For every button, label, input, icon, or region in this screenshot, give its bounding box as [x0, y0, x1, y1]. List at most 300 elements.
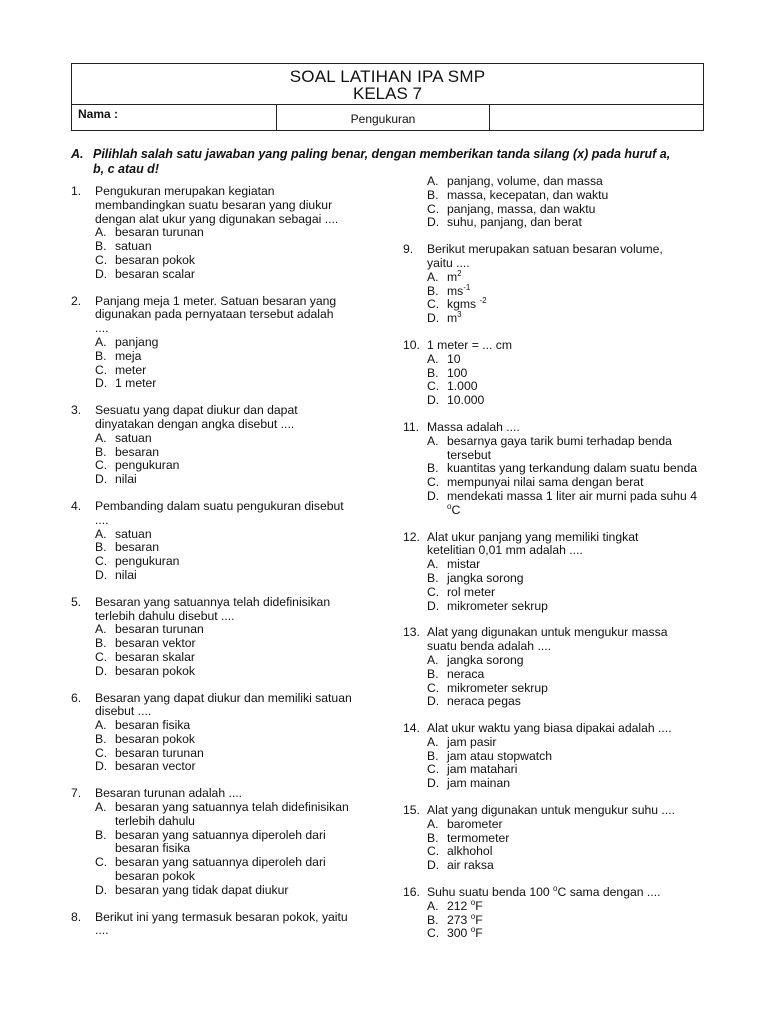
- option-text: [447, 654, 703, 668]
- answer-option[interactable]: [427, 736, 703, 750]
- answer-option[interactable]: [95, 747, 371, 761]
- answer-option[interactable]: [427, 600, 703, 614]
- options-list: [427, 558, 703, 613]
- option-text-main: kgms: [447, 297, 480, 312]
- name-label[interactable]: Nama :: [72, 105, 277, 131]
- options-list: [95, 528, 371, 583]
- question-body: [427, 531, 703, 614]
- superscript: o: [470, 897, 476, 907]
- option-text-unit: F: [475, 898, 483, 913]
- option-text-main: besaran pokok: [115, 663, 195, 678]
- question-text: [427, 531, 703, 559]
- answer-option[interactable]: [427, 572, 703, 586]
- answer-option[interactable]: [95, 473, 371, 487]
- question-line: ketelitian 0,01 mm adalah ....: [427, 543, 583, 558]
- question-item: [403, 804, 703, 873]
- answer-option[interactable]: [95, 350, 371, 364]
- question-line: Panjang meja 1 meter. Satuan besaran yang: [95, 293, 337, 308]
- option-letter: D.: [95, 472, 108, 487]
- answer-option[interactable]: [427, 203, 703, 217]
- question-number: 7.: [71, 786, 82, 801]
- option-text-main: air raksa: [447, 858, 494, 873]
- question-text: [427, 421, 703, 435]
- option-letter: A.: [95, 622, 107, 637]
- question-body: [427, 421, 703, 518]
- option-text-main: panjang, volume, dan massa: [447, 174, 603, 188]
- option-text-main: rol meter: [447, 584, 496, 599]
- option-text-main: besaran fisika: [115, 718, 191, 733]
- option-letter: A.: [95, 430, 107, 445]
- answer-option[interactable]: [95, 623, 371, 637]
- instruction-line-2: b, c atau d!: [93, 162, 159, 176]
- answer-option[interactable]: [95, 336, 371, 350]
- answer-option[interactable]: [95, 268, 371, 282]
- answer-option[interactable]: [95, 569, 371, 583]
- option-letter: D.: [427, 311, 440, 326]
- option-text-main: m: [447, 311, 458, 326]
- question-8-options: [403, 175, 703, 230]
- question-number: 9.: [403, 242, 414, 257]
- question-body: [95, 692, 371, 775]
- option-letter: A.: [427, 652, 439, 667]
- option-text: [115, 569, 371, 583]
- option-letter: A.: [95, 225, 107, 240]
- question-number: 6.: [71, 690, 82, 705]
- option-text: [115, 555, 371, 569]
- options-list: [95, 623, 371, 678]
- question-item: [71, 404, 371, 487]
- option-text: [447, 818, 703, 832]
- option-text-main: 1.000: [447, 379, 478, 394]
- options-list: [427, 897, 703, 941]
- question-line: Pembanding dalam suatu pengukuran disebut: [95, 498, 344, 513]
- question-text: [95, 692, 371, 720]
- answer-option[interactable]: [427, 435, 703, 463]
- question-text: [95, 500, 371, 528]
- option-text: [447, 462, 703, 476]
- option-text-main: 300: [447, 926, 471, 941]
- option-letter: A.: [95, 334, 107, 349]
- option-text: [115, 760, 371, 774]
- option-text: [115, 829, 371, 857]
- answer-option[interactable]: [95, 432, 371, 446]
- option-text: [115, 528, 371, 542]
- instruction: [71, 147, 711, 177]
- option-text-main: jam pasir: [447, 734, 497, 749]
- answer-option[interactable]: [427, 312, 703, 326]
- question-text: [95, 185, 371, 226]
- answer-option[interactable]: [95, 459, 371, 473]
- option-letter: B.: [427, 748, 439, 763]
- question-line: Besaran turunan adalah ....: [95, 786, 243, 801]
- option-text-main: besaran yang tidak dapat diukur: [115, 882, 289, 897]
- option-text: [447, 777, 703, 791]
- superscript: -1: [463, 282, 471, 292]
- option-text: [115, 801, 371, 829]
- answer-option[interactable]: [95, 856, 371, 884]
- question-body: [427, 339, 703, 408]
- option-letter: B.: [95, 540, 107, 555]
- option-text-main: mendekati massa 1 liter air murni pada suhu 4: [447, 488, 697, 503]
- option-text-main: besarnya gaya tarik bumi terhadap benda tersebut: [447, 433, 672, 462]
- answer-option[interactable]: [427, 175, 703, 189]
- option-text-main: 10.000: [447, 393, 485, 408]
- option-text: [447, 312, 703, 326]
- option-text-unit: C: [451, 502, 461, 517]
- answer-option[interactable]: [95, 555, 371, 569]
- option-text: [447, 586, 703, 600]
- answer-option[interactable]: [95, 240, 371, 254]
- answer-option[interactable]: [95, 637, 371, 651]
- answer-option[interactable]: [95, 719, 371, 733]
- option-text-main: massa, kecepatan, dan waktu: [447, 187, 609, 202]
- question-item: [403, 722, 703, 791]
- answer-option[interactable]: [95, 254, 371, 268]
- option-letter: D.: [427, 694, 440, 709]
- superscript: 2: [457, 268, 462, 278]
- superscript: o: [553, 884, 558, 894]
- option-letter: D.: [95, 567, 108, 582]
- option-text: [447, 189, 703, 203]
- answer-option[interactable]: [427, 763, 703, 777]
- question-item: [71, 692, 371, 775]
- option-text: [447, 763, 703, 777]
- question-text: [427, 804, 703, 818]
- option-text-main: mikrometer sekrup: [447, 680, 548, 695]
- question-body: [427, 243, 703, 326]
- option-letter: A.: [427, 898, 439, 913]
- question-number: 5.: [71, 594, 82, 609]
- answer-option[interactable]: [427, 298, 703, 312]
- option-text: [115, 268, 371, 282]
- question-number: 2.: [71, 293, 82, 308]
- option-text: [115, 719, 371, 733]
- question-line: dinyatakan dengan angka disebut ....: [95, 416, 295, 431]
- question-item: [71, 185, 371, 282]
- answer-option[interactable]: [427, 353, 703, 367]
- answer-option[interactable]: [95, 377, 371, 391]
- option-letter: C.: [427, 680, 440, 695]
- option-text: [115, 473, 371, 487]
- options-list: [95, 336, 371, 391]
- question-number: 16.: [403, 885, 420, 900]
- options-list: [427, 736, 703, 791]
- option-text-unit: F: [475, 926, 483, 941]
- option-text-main: alkhohol: [447, 844, 493, 859]
- option-text-main: kuantitas yang terkandung dalam suatu benda: [447, 461, 698, 476]
- option-text-main: panjang: [115, 334, 159, 349]
- answer-option[interactable]: [427, 367, 703, 381]
- option-text: [115, 226, 371, 240]
- question-number: 13.: [403, 625, 420, 640]
- answer-option[interactable]: [427, 654, 703, 668]
- answer-option[interactable]: [95, 528, 371, 542]
- option-letter: A.: [427, 816, 439, 831]
- question-number: 11.: [403, 419, 420, 434]
- option-letter: A.: [95, 526, 107, 541]
- answer-option[interactable]: [427, 586, 703, 600]
- option-letter: D.: [95, 266, 108, 281]
- option-letter: A.: [427, 174, 439, 188]
- option-text-main: besaran pokok: [115, 252, 195, 267]
- option-letter: D.: [427, 598, 440, 613]
- option-text-main: jam mainan: [447, 776, 510, 791]
- option-text-main: m: [447, 269, 458, 284]
- topic-label: Pengukuran: [277, 105, 490, 131]
- question-text: [95, 404, 371, 432]
- option-text: [447, 298, 703, 312]
- answer-option[interactable]: [427, 216, 703, 230]
- question-text: [427, 626, 703, 654]
- option-letter: A.: [427, 557, 439, 572]
- option-text-main: satuan: [115, 430, 152, 445]
- answer-option[interactable]: [427, 818, 703, 832]
- option-letter: A.: [427, 734, 439, 749]
- question-line: 1 meter = ... cm: [427, 337, 512, 352]
- question-body: [95, 500, 371, 583]
- option-letter: B.: [95, 348, 107, 363]
- option-letter: B.: [427, 830, 439, 845]
- question-line: ....: [95, 321, 109, 336]
- option-text-main: 212: [447, 898, 471, 913]
- question-text-part: Suhu suatu benda 100: [427, 885, 554, 900]
- option-text: [115, 747, 371, 761]
- answer-option[interactable]: [427, 832, 703, 846]
- option-text: [447, 736, 703, 750]
- answer-option[interactable]: [427, 682, 703, 696]
- question-text: [427, 339, 703, 353]
- header-table: [71, 63, 704, 131]
- option-letter: B.: [427, 461, 439, 476]
- option-letter: D.: [427, 215, 440, 230]
- option-letter: C.: [427, 762, 440, 777]
- answer-option[interactable]: [427, 668, 703, 682]
- answer-option[interactable]: [427, 750, 703, 764]
- option-text-main: besaran pokok: [115, 731, 195, 746]
- option-text-main: besaran turunan: [115, 622, 204, 637]
- option-text-main: termometer: [447, 830, 510, 845]
- right-column: [403, 175, 703, 954]
- options-list: [427, 654, 703, 709]
- options-list: [95, 226, 371, 281]
- option-letter: C.: [427, 926, 440, 941]
- question-number: 10.: [403, 337, 420, 352]
- option-letter: D.: [427, 488, 440, 503]
- answer-option[interactable]: [427, 476, 703, 490]
- option-text: [115, 377, 371, 391]
- option-letter: B.: [95, 827, 107, 842]
- option-text-main: meja: [115, 348, 142, 363]
- option-text-main: jam atau stopwatch: [447, 748, 553, 763]
- option-text: [447, 367, 703, 381]
- left-column: [71, 185, 371, 951]
- option-text-main: satuan: [115, 526, 152, 541]
- option-letter: B.: [95, 731, 107, 746]
- option-text: [447, 927, 703, 941]
- page-subtitle: KELAS 7: [353, 84, 422, 103]
- question-body: [95, 787, 371, 897]
- option-text: [447, 216, 703, 230]
- title-block: [72, 64, 703, 105]
- option-text: [115, 884, 371, 898]
- question-item: [71, 500, 371, 583]
- option-letter: B.: [427, 283, 439, 298]
- question-number: 3.: [71, 403, 82, 418]
- answer-option[interactable]: [95, 651, 371, 665]
- superscript: o: [447, 501, 452, 511]
- question-item: [403, 886, 703, 941]
- question-line: Sesuatu yang dapat diukur dan dapat: [95, 403, 298, 418]
- answer-option[interactable]: [95, 665, 371, 679]
- option-text-main: besaran scalar: [115, 266, 195, 281]
- question-body: [427, 886, 703, 941]
- option-text-main: nilai: [115, 567, 137, 582]
- option-text: [115, 432, 371, 446]
- question-item: [71, 295, 371, 392]
- option-letter: C.: [95, 649, 108, 664]
- question-line: Alat ukur panjang yang memiliki tingkat: [427, 529, 639, 544]
- question-line: Berikut ini yang termasuk besaran pokok, yaitu: [95, 909, 348, 924]
- option-text-main: neraca: [447, 666, 485, 681]
- option-text: [447, 175, 703, 189]
- option-text: [447, 476, 703, 490]
- option-letter: C.: [427, 297, 440, 312]
- option-letter: B.: [427, 666, 439, 681]
- answer-option[interactable]: [95, 446, 371, 460]
- options-list: [427, 268, 703, 326]
- question-item: [403, 626, 703, 709]
- option-letter: C.: [95, 554, 108, 569]
- question-text-part: C sama dengan ....: [557, 885, 661, 900]
- option-letter: B.: [427, 365, 439, 380]
- option-letter: C.: [95, 458, 108, 473]
- answer-option[interactable]: [427, 394, 703, 408]
- option-text: [447, 859, 703, 873]
- option-text: [115, 733, 371, 747]
- answer-option[interactable]: [95, 226, 371, 240]
- answer-option[interactable]: [95, 541, 371, 555]
- question-text: [427, 243, 703, 271]
- option-text-main: pengukuran: [115, 458, 180, 473]
- option-letter: B.: [427, 570, 439, 585]
- question-line: Besaran yang dapat diukur dan memiliki satuan: [95, 690, 352, 705]
- question-number: 8.: [71, 909, 82, 924]
- question-body: [95, 185, 371, 282]
- answer-option[interactable]: [427, 859, 703, 873]
- option-text: [115, 254, 371, 268]
- option-text-main: ms: [447, 283, 464, 298]
- option-text: [115, 623, 371, 637]
- question-text: [95, 295, 371, 336]
- option-text-main: jam matahari: [447, 762, 518, 777]
- answer-option[interactable]: [95, 829, 371, 857]
- answer-option[interactable]: [427, 462, 703, 476]
- question-item: [403, 531, 703, 614]
- options-list: [427, 353, 703, 408]
- option-text: [447, 750, 703, 764]
- answer-option[interactable]: [427, 695, 703, 709]
- answer-option[interactable]: [427, 558, 703, 572]
- option-text-main: besaran turunan: [115, 225, 204, 240]
- option-text: [447, 845, 703, 859]
- superscript: 3: [457, 310, 462, 320]
- question-text: [95, 911, 371, 939]
- option-text: [115, 446, 371, 460]
- option-text: [115, 336, 371, 350]
- option-text-main: mistar: [447, 557, 481, 572]
- answer-option[interactable]: [427, 897, 703, 914]
- option-text-unit: F: [475, 912, 483, 927]
- answer-option[interactable]: [427, 927, 703, 941]
- question-item: [71, 787, 371, 897]
- answer-option[interactable]: [95, 364, 371, 378]
- question-number: 4.: [71, 498, 82, 513]
- option-letter: D.: [427, 393, 440, 408]
- answer-option[interactable]: [95, 760, 371, 774]
- question-number: 14.: [403, 721, 420, 736]
- answer-option[interactable]: [95, 884, 371, 898]
- option-text: [447, 268, 703, 285]
- option-letter: C.: [95, 362, 108, 377]
- options-list: [95, 432, 371, 487]
- option-text-main: 100: [447, 365, 468, 380]
- answer-option[interactable]: [427, 490, 703, 518]
- answer-option[interactable]: [427, 380, 703, 394]
- option-text: [447, 380, 703, 394]
- info-row: [72, 105, 703, 131]
- option-letter: A.: [427, 351, 439, 366]
- option-letter: C.: [427, 201, 440, 216]
- answer-option[interactable]: [427, 189, 703, 203]
- option-text-main: neraca pegas: [447, 694, 521, 709]
- question-text: [427, 886, 703, 900]
- option-letter: D.: [95, 759, 108, 774]
- option-text: [447, 394, 703, 408]
- question-line: terlebih dahulu disebut ....: [95, 608, 235, 623]
- question-item: [71, 596, 371, 679]
- option-text-main: nilai: [115, 472, 137, 487]
- option-letter: B.: [427, 187, 439, 202]
- option-letter: C.: [95, 745, 108, 760]
- option-text-main: mempunyai nilai sama dengan berat: [447, 475, 644, 490]
- answer-option[interactable]: [427, 777, 703, 791]
- question-body: [427, 722, 703, 791]
- option-text: [447, 435, 703, 463]
- question-item: [71, 911, 371, 939]
- option-letter: D.: [95, 882, 108, 897]
- question-line: Besaran yang satuannya telah didefinisikan: [95, 594, 331, 609]
- option-letter: A.: [427, 269, 439, 284]
- question-line: disebut ....: [95, 704, 152, 719]
- option-letter: D.: [95, 663, 108, 678]
- question-item: [403, 421, 703, 518]
- question-text: [95, 596, 371, 624]
- answer-option[interactable]: [95, 801, 371, 829]
- question-line: Alat yang digunakan untuk mengukur massa: [427, 625, 668, 640]
- option-text-main: besaran vector: [115, 759, 196, 774]
- option-letter: A.: [95, 800, 107, 815]
- option-letter: B.: [95, 636, 107, 651]
- option-text: [447, 911, 703, 928]
- option-text: [447, 203, 703, 217]
- answer-option[interactable]: [427, 845, 703, 859]
- option-text: [115, 240, 371, 254]
- question-line: Pengukuran merupakan kegiatan: [95, 184, 275, 198]
- question-body: [427, 626, 703, 709]
- option-letter: C.: [427, 584, 440, 599]
- answer-option[interactable]: [95, 733, 371, 747]
- option-text: [115, 459, 371, 473]
